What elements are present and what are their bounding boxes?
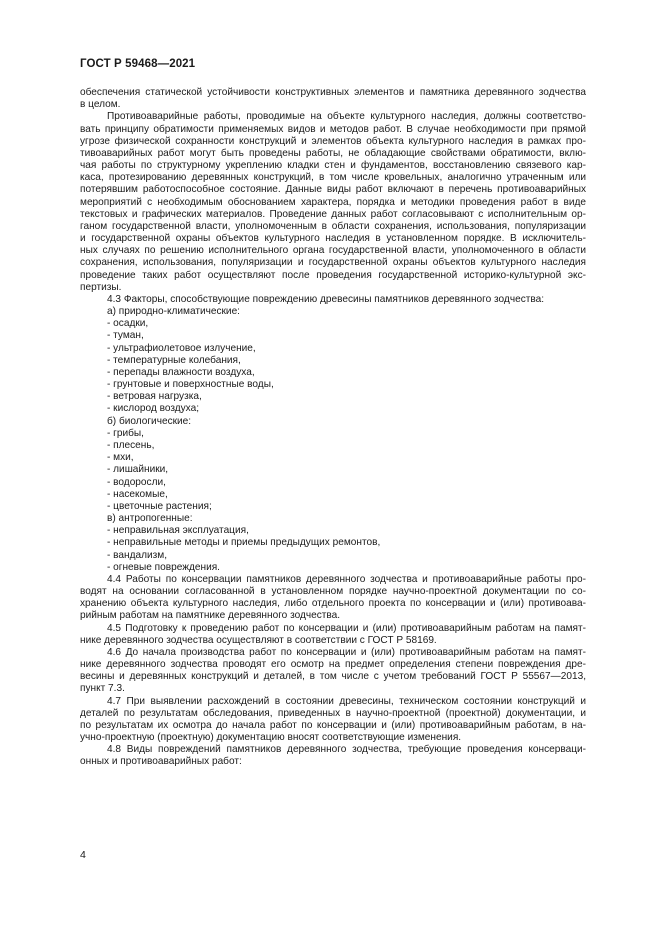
text-line: 4.5 Подготовку к проведению работ по консервации и (или) противоаварийным работам на памят-: [107, 622, 586, 634]
text-line: 4.7 При выявлении расхождений в состоянии древесины, техническом состоянии конструкций и: [107, 695, 586, 707]
text-line: пункт 7.3.: [80, 683, 125, 695]
text-line: и государственной охраны объектов культурного наследия в установленном порядке. В исключитель-: [80, 233, 586, 245]
text-line: каса, протезированию деревянных конструкций, в том числе кровельных, аналогично утраченным или: [80, 172, 586, 184]
document-body: [80, 87, 586, 769]
text-line: сохранения, использования, популяризации и государственной охраны объектов культурного наследия: [80, 257, 586, 269]
text-line: в целом.: [80, 99, 121, 111]
text-line: водят на основании согласованной в установленном порядке научно-проектной документации по со-: [80, 586, 586, 598]
text-line: - ультрафиолетовое излучение,: [107, 342, 256, 354]
text-line: а) природно-климатические:: [107, 306, 240, 318]
text-line: рийным работам на памятнике деревянного зодчества.: [80, 610, 341, 622]
text-line: мероприятий с необходимым обоснованием характера, порядка и методики проведения работ в виде: [80, 196, 586, 208]
text-line: онных и противоаварийных работ:: [80, 756, 242, 768]
page-number: 4: [80, 849, 86, 861]
text-line: - ветровая нагрузка,: [107, 391, 202, 403]
text-line: тивоаварийных работ могут быть проведены работы, не обладающие свойствами обратимости, вклю-: [80, 147, 586, 159]
text-line: проведение таких работ осуществляют после проведения государственной историко-культурной экс-: [80, 269, 586, 281]
text-line: - лишайники,: [107, 464, 169, 476]
text-line: - перепады влажности воздуха,: [107, 366, 255, 378]
text-line: текстовых и графических материалов. Проведение данных работ согласовывают с исполнительным ор-: [80, 208, 586, 220]
text-line: пертизы.: [80, 281, 122, 293]
text-line: - температурные колебания,: [107, 354, 241, 366]
text-line: в) антропогенные:: [107, 513, 193, 525]
text-line: 4.4 Работы по консервации памятников деревянного зодчества и противоаварийные работы про-: [107, 573, 586, 585]
text-line: потерявшим работоспособное состояние. Данные виды работ включают в перечень противоаварийных: [80, 184, 586, 196]
text-line: вать принципу обратимости применяемых видов и методов работ. В случае необходимости при прямой: [80, 123, 586, 135]
text-line: чая работы по структурному укреплению кладки стен и фундаментов, восстановлению связевого кар-: [80, 160, 586, 172]
text-line: - грибы,: [107, 427, 144, 439]
text-line: обеспечения статической устойчивости конструктивных элементов и памятника деревянного зодчества: [80, 87, 586, 98]
text-line: - неправильные методы и приемы предыдущих ремонтов,: [107, 537, 381, 549]
text-line: нике деревянного зодчества проводят его осмотр на предмет определения степени повреждения дре-: [80, 659, 586, 671]
text-line: - плесень,: [107, 439, 155, 451]
text-line: - вандализм,: [107, 549, 168, 561]
text-line: 4.3 Факторы, способствующие повреждению древесины памятников деревянного зодчества:: [107, 293, 545, 305]
text-line: б) биологические:: [107, 415, 192, 427]
text-line: ных случаях по решению исполнительного органа государственной власти, уполномоченного в области: [80, 245, 586, 257]
text-line: - огневые повреждения.: [107, 561, 220, 573]
text-line: - цветочные растения;: [107, 500, 212, 512]
text-line: - мхи,: [107, 452, 134, 464]
text-line: - водоросли,: [107, 476, 166, 488]
text-line: - туман,: [107, 330, 144, 342]
text-line: Противоаварийные работы, проводимые на объекте культурного наследия, должны соответство-: [107, 111, 586, 123]
document-header: ГОСТ Р 59468—2021: [80, 58, 196, 70]
text-line: - неправильная эксплуатация,: [107, 525, 249, 537]
text-line: ганом государственной власти, уполномоченным в области сохранения, использования, популяризации: [80, 220, 586, 232]
text-line: весины и деревянных конструкций и деталей, в том числе с учетом требований ГОСТ Р 55567—2013,: [80, 671, 586, 683]
text-line: - осадки,: [107, 318, 149, 330]
text-line: - насекомые,: [107, 488, 168, 500]
text-line: деталей по результатам обследования, приведенных в научно-проектной (проектной) документации, и: [80, 707, 586, 719]
text-line: угрозе физической сохранности конструкций и элементов объекта культурного наследия в рамках про-: [80, 135, 586, 147]
text-line: нике деревянного зодчества осуществляют в соответствии с ГОСТ Р 58169.: [80, 634, 437, 646]
text-line: по результатам их осмотра до начала работ по консервации и (или) противоаварийным работам, в на-: [80, 719, 586, 731]
text-line: учно-проектную (проектную) документацию вносят соответствующие изменения.: [80, 732, 462, 744]
text-line: - грунтовые и поверхностные воды,: [107, 379, 274, 391]
text-line: хранению объекта культурного наследия, либо отдельного проекта по консервации и (или) противоава-: [80, 598, 586, 610]
text-line: 4.6 До начала производства работ по консервации и (или) противоаварийным работам на памят-: [107, 646, 586, 658]
text-line: 4.8 Виды повреждений памятников деревянного зодчества, требующие проведения консерваци-: [107, 744, 586, 756]
text-line: - кислород воздуха;: [107, 403, 200, 415]
